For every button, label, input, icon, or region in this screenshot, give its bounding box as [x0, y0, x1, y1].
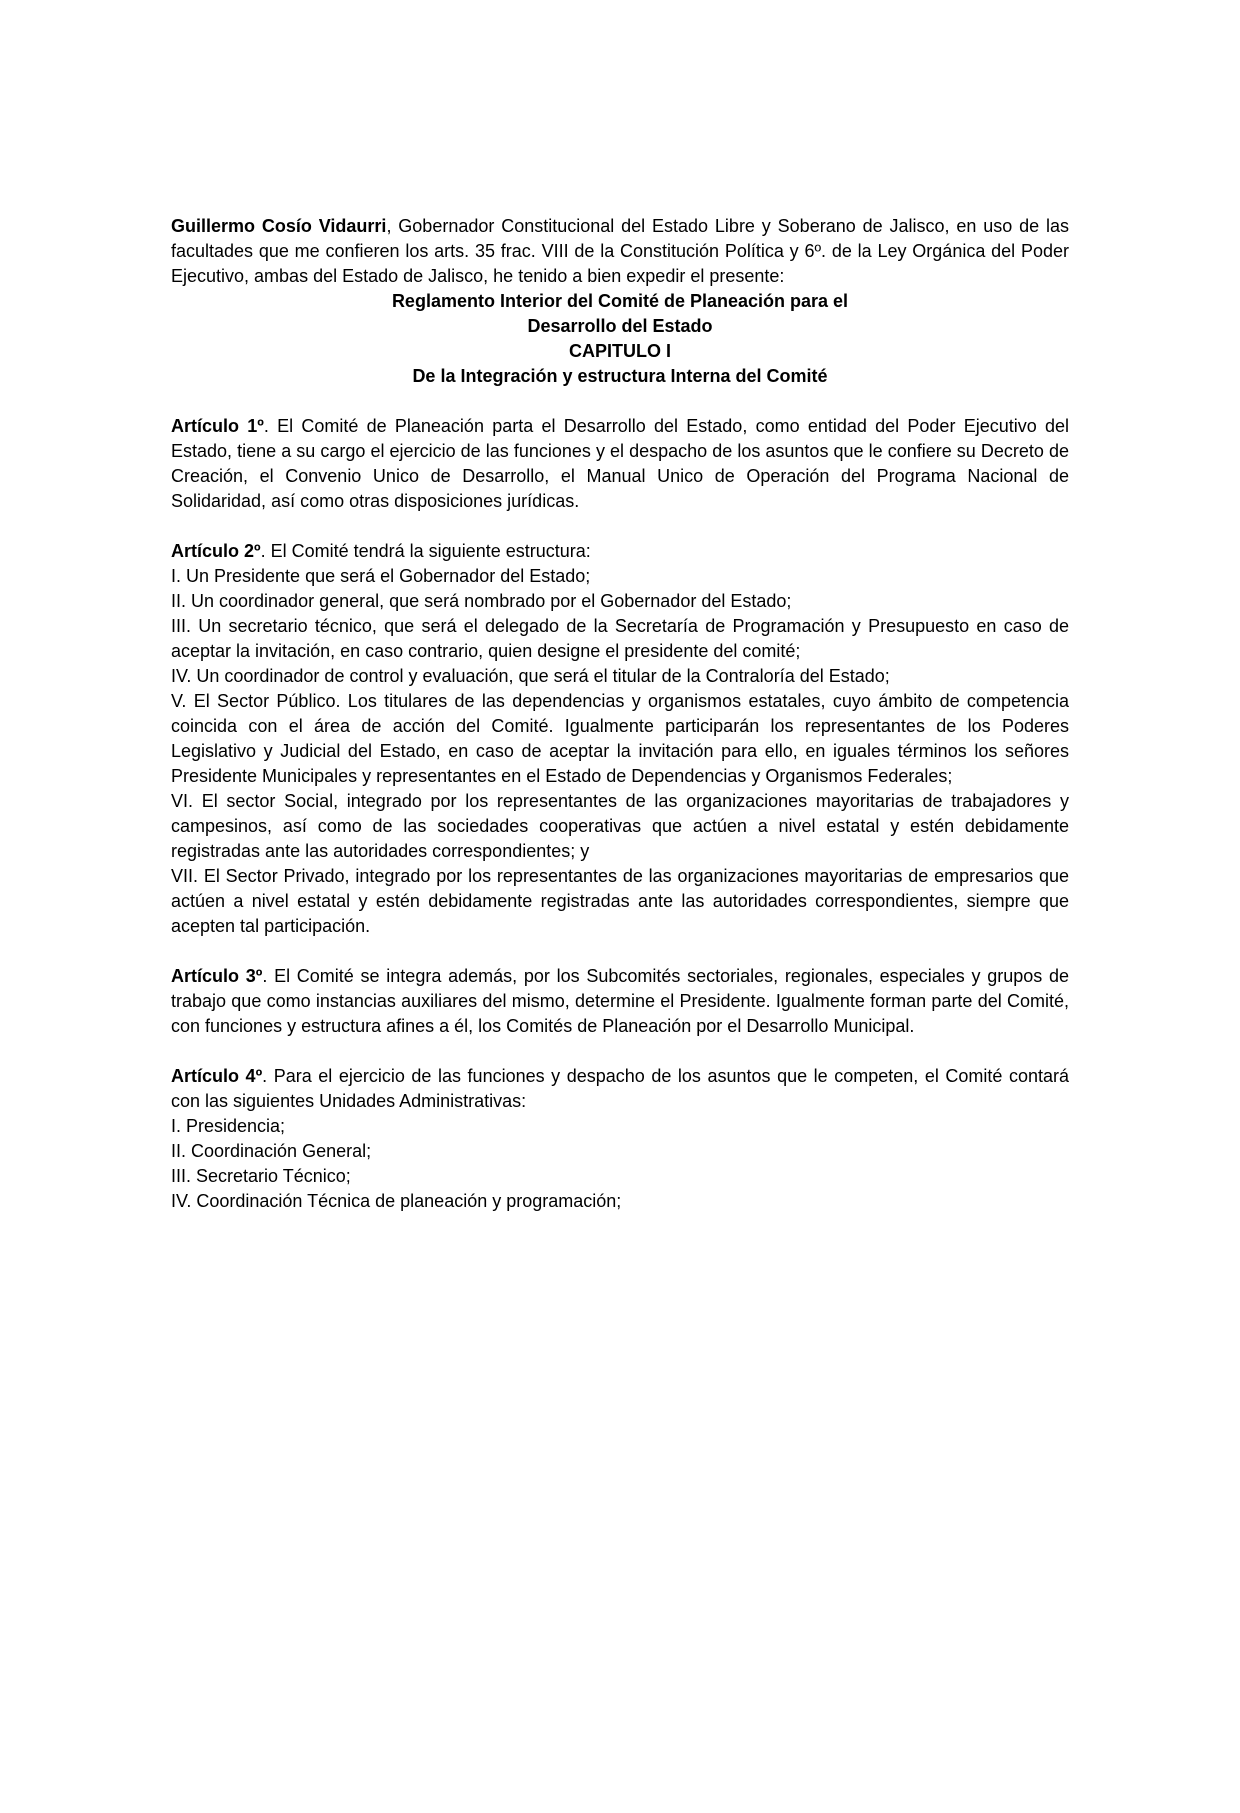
article-2-text: . El Comité tendrá la siguiente estructura:	[260, 541, 591, 561]
document-title-line-2: Desarrollo del Estado	[527, 316, 713, 336]
article-4-text: . Para el ejercicio de las funciones y despacho de los asuntos que le competen, el Comité contará con las siguientes Unidades Administrativas:	[171, 1066, 1069, 1111]
article-1	[171, 414, 1069, 514]
article-4	[171, 1064, 1069, 1114]
author-name: Guillermo Cosío Vidaurri	[171, 216, 387, 236]
article-2-item-7: VII. El Sector Privado, integrado por los representantes de las organizaciones mayoritarias de empresarios que actúen a nivel estatal y estén debidamente registradas ante las autoridades correspondientes, siempre que acepten tal participación.	[171, 866, 1069, 936]
article-4-item-3: III. Secretario Técnico;	[171, 1166, 351, 1186]
intro-paragraph	[171, 214, 1069, 289]
chapter-number: CAPITULO I	[569, 341, 671, 361]
intro-text: , Gobernador Constitucional del Estado Libre y Soberano de Jalisco, en uso de las facultades que me confieren los arts. 35 frac. VIII de la Constitución Política y 6º. de la Ley Orgánica del Poder Ejecutivo, ambas del Estado de Jalisco, he tenido a bien expedir el presente:	[171, 216, 1070, 286]
article-4-item-4: IV. Coordinación Técnica de planeación y programación;	[171, 1191, 622, 1211]
document-page	[171, 214, 1069, 1214]
chapter-name: De la Integración y estructura Interna del Comité	[412, 366, 828, 386]
article-2-item-2: II. Un coordinador general, que será nombrado por el Gobernador del Estado;	[171, 591, 792, 611]
article-1-label: Artículo 1º	[171, 416, 264, 436]
article-2-item-1: I. Un Presidente que será el Gobernador del Estado;	[171, 566, 591, 586]
document-title-line-1: Reglamento Interior del Comité de Planeación para el	[391, 291, 849, 311]
article-2-item-3: III. Un secretario técnico, que será el delegado de la Secretaría de Programación y Presupuesto en caso de aceptar la invitación, en caso contrario, quien designe el presidente del comité;	[171, 616, 1069, 661]
article-2-item-4: IV. Un coordinador de control y evaluación, que será el titular de la Contraloría del Estado;	[171, 666, 890, 686]
article-4-label: Artículo 4º	[171, 1066, 263, 1086]
article-2-item-6: VI. El sector Social, integrado por los representantes de las organizaciones mayoritarias de trabajadores y campesinos, así como de las sociedades cooperativas que actúen a nivel estatal y estén debidamente registradas ante las autoridades correspondientes; y	[171, 791, 1069, 861]
article-2-label: Artículo 2º	[171, 541, 261, 561]
article-2-item-5: V. El Sector Público. Los titulares de las dependencias y organismos estatales, cuyo ámbito de competencia coincida con el área de acción del Comité. Igualmente participarán los representantes de los Poderes Legislativo y Judicial del Estado, en caso de aceptar la invitación para ello, en iguales términos los señores Presidente Municipales y representantes en el Estado de Dependencias y Organismos Federales;	[171, 691, 1069, 786]
article-4-item-2: II. Coordinación General;	[171, 1141, 372, 1161]
article-3	[171, 964, 1069, 1039]
article-1-text: . El Comité de Planeación parta el Desarrollo del Estado, como entidad del Poder Ejecutivo del Estado, tiene a su cargo el ejercicio de las funciones y el despacho de los asuntos que le confiere su Decreto de Creación, el Convenio Unico de Desarrollo, el Manual Unico de Operación del Programa Nacional de Solidaridad, así como otras disposiciones jurídicas.	[171, 416, 1069, 511]
article-2	[171, 539, 1069, 564]
article-3-text: . El Comité se integra además, por los Subcomités sectoriales, regionales, especiales y grupos de trabajo que como instancias auxiliares del mismo, determine el Presidente. Igualmente forman parte del Comité, con funciones y estructura afines a él, los Comités de Planeación por el Desarrollo Municipal.	[171, 966, 1069, 1036]
article-4-item-1: I. Presidencia;	[171, 1116, 286, 1136]
article-3-label: Artículo 3º	[171, 966, 263, 986]
